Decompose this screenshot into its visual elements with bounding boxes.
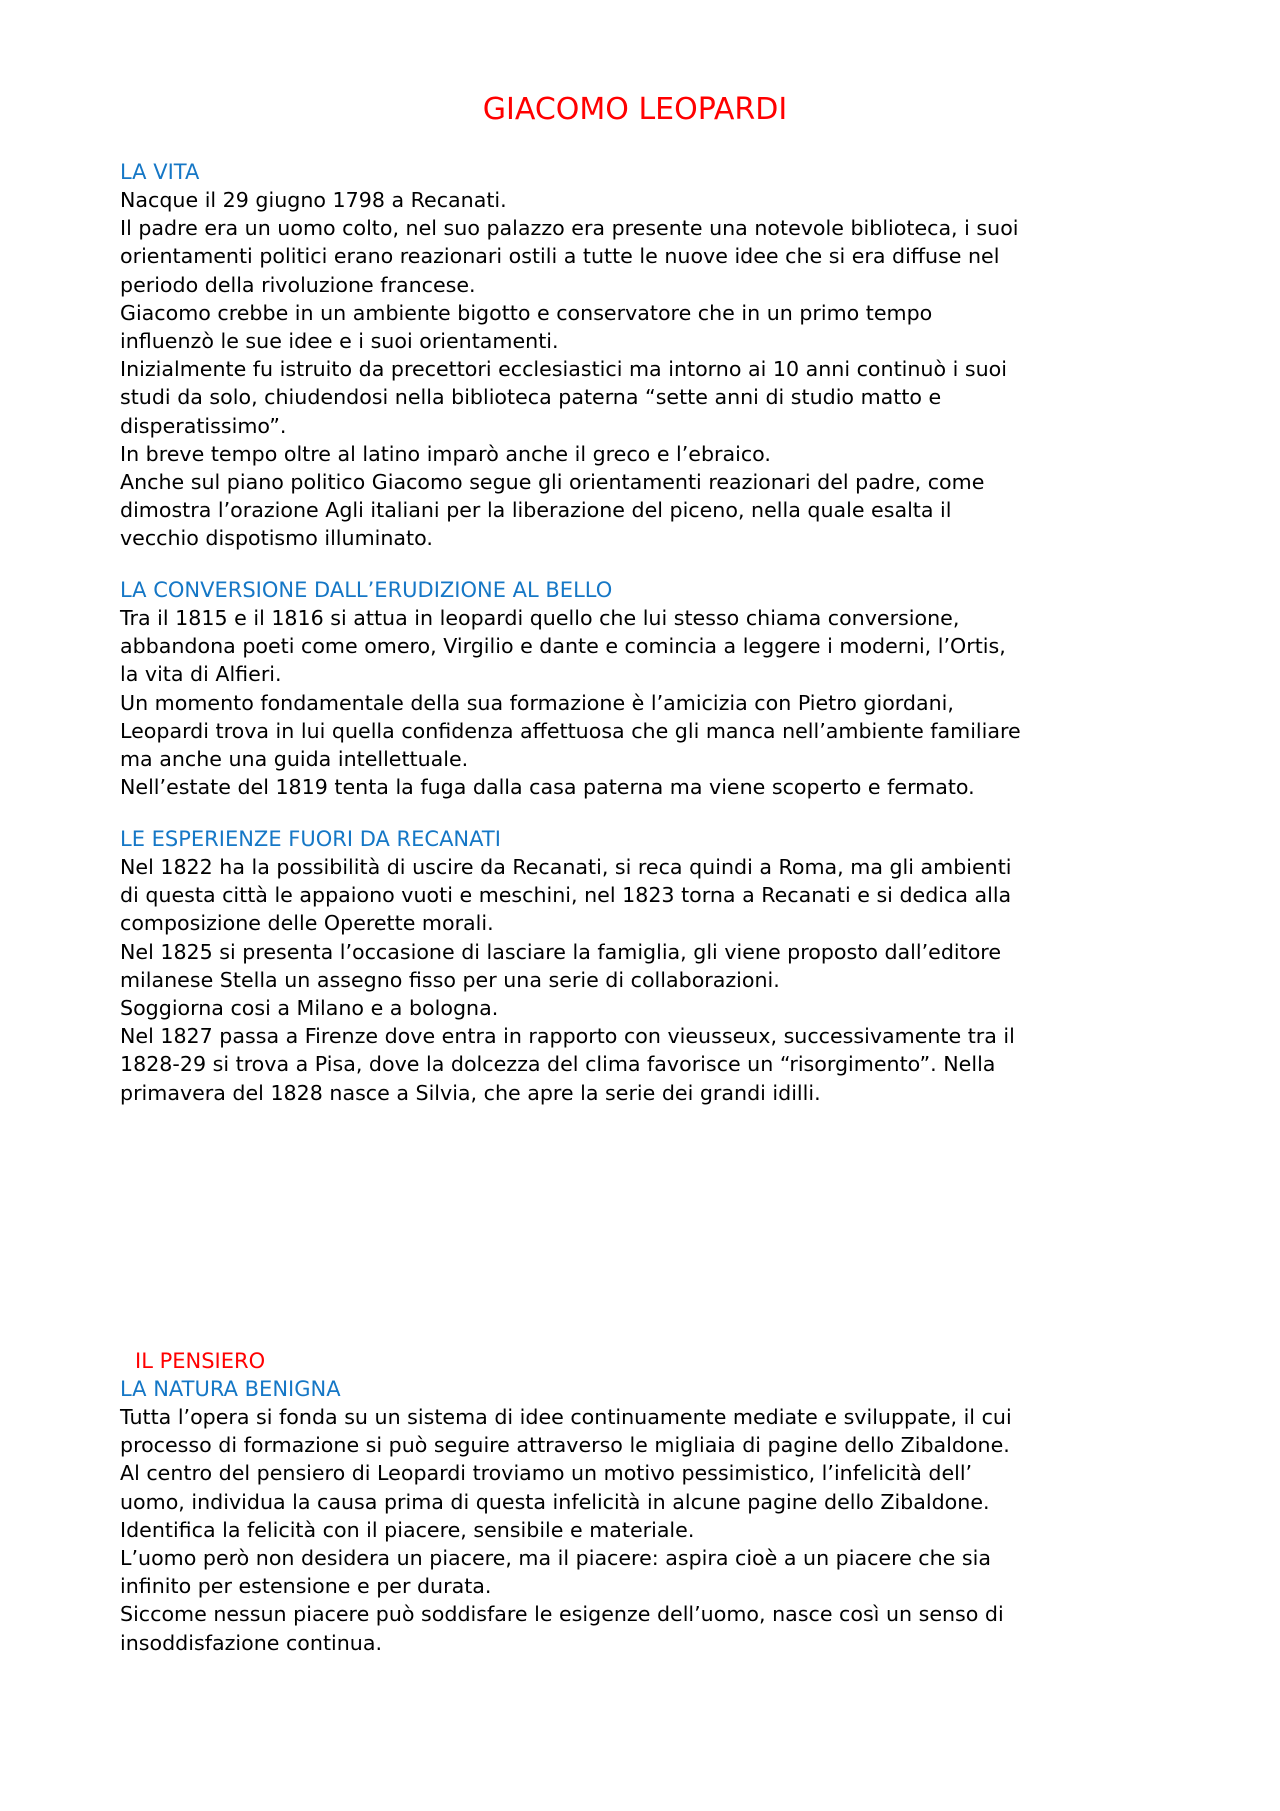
paragraph: Tra il 1815 e il 1816 si attua in leopardi quello che lui stesso chiama conversione, abbandona poeti come omero, Virgilio e dante e comincia a leggere i moderni, l’Ortis, la vita di Alfieri. [120,606,1006,687]
paragraph: Tutta l’opera si fonda su un sistema di idee continuamente mediate e sviluppate, il cui processo di formazione si può seguire attraverso le migliaia di pagine dello Zibaldone. [120,1405,1012,1458]
paragraph: Nel 1827 passa a Firenze dove entra in rapporto con vieusseux, successivamente tra il 1828-29 si trova a Pisa, dove la dolcezza del clima favorisce un “risorgimento”. Nella primavera del 1828 nasce a Silvia, che apre la serie dei grandi idilli. [120,1024,1015,1105]
section-heading: IL PENSIERO [135,1349,266,1373]
paragraph: Giacomo crebbe in un ambiente bigotto e conservatore che in un primo tempo influenzò le sue idee e i suoi orientamenti. [120,300,933,354]
paragraph: Inizialmente fu istruito da precettori ecclesiastici ma intorno ai 10 anni continuò i suoi studi da solo, chiudendosi nella biblioteca paterna “sette anni di studio matto e disperatissimo”. [120,357,1007,438]
section-heading: LE ESPERIENZE FUORI DA RECANATI [120,827,501,851]
section-pensiero [120,1347,1180,1657]
section-esperienze [120,825,1180,1107]
section-la-vita [120,158,1180,553]
paragraph: Nel 1822 ha la possibilità di uscire da Recanati, si reca quindi a Roma, ma gli ambienti di questa città le appaiono vuoti e meschini, nel 1823 torna a Recanati e si dedica alla composizione delle Operette morali. [120,855,1012,936]
subsection-heading: LA NATURA BENIGNA [120,1377,341,1401]
paragraph: Siccome nessun piacere può soddisfare le esigenze dell’uomo, nasce così un senso di insoddisfazione continua. [120,1602,1004,1655]
paragraph: Nacque il 29 giugno 1798 a Recanati. [120,188,507,212]
paragraph: Al centro del pensiero di Leopardi troviamo un motivo pessimistico, l’infelicità dell’ uomo, individua la causa prima di questa infelicità in alcune pagine dello Zibaldone. [120,1461,990,1514]
page-title: GIACOMO LEOPARDI [482,92,788,127]
section-heading: LA VITA [120,160,200,184]
paragraph: Nell’estate del 1819 tenta la fuga dalla casa paterna ma viene scoperto e fermato. [120,775,975,800]
paragraph: In breve tempo oltre al latino imparò anche il greco e l’ebraico. [120,441,771,466]
paragraph: Anche sul piano politico Giacomo segue gli orientamenti reazionari del padre, come dimostra l’orazione Agli italiani per la liberazione del piceno, nella quale esalta il vecchio dispotismo illuminato. [120,470,985,551]
paragraph: Identifica la felicità con il piacere, sensibile e materiale. [120,1517,695,1542]
paragraph: Soggiorna cosi a Milano e a bologna. [120,996,499,1021]
paragraph: Un momento fondamentale della sua formazione è l’amicizia con Pietro giordani, Leopardi trova in lui quella confidenza affettuosa che gli manca nell’ambiente familiare ma anche una guida intellettuale. [120,690,1021,772]
paragraph: L’uomo però non desidera un piacere, ma il piacere: aspira cioè a un piacere che sia infinito per estensione e per durata. [120,1546,991,1599]
paragraph: Il padre era un uomo colto, nel suo palazzo era presente una notevole biblioteca, i suoi orientamenti politici erano reazionari ostili a tutte le nuove idee che si era diffuse nel periodo della rivoluzione francese. [120,216,1019,297]
paragraph: Nel 1825 si presenta l’occasione di lasciare la famiglia, gli viene proposto dall’editore milanese Stella un assegno fisso per una serie di collaborazioni. [120,939,1001,992]
section-heading: LA CONVERSIONE DALL’ERUDIZIONE AL BELLO [120,578,613,602]
section-conversione [120,576,1180,801]
